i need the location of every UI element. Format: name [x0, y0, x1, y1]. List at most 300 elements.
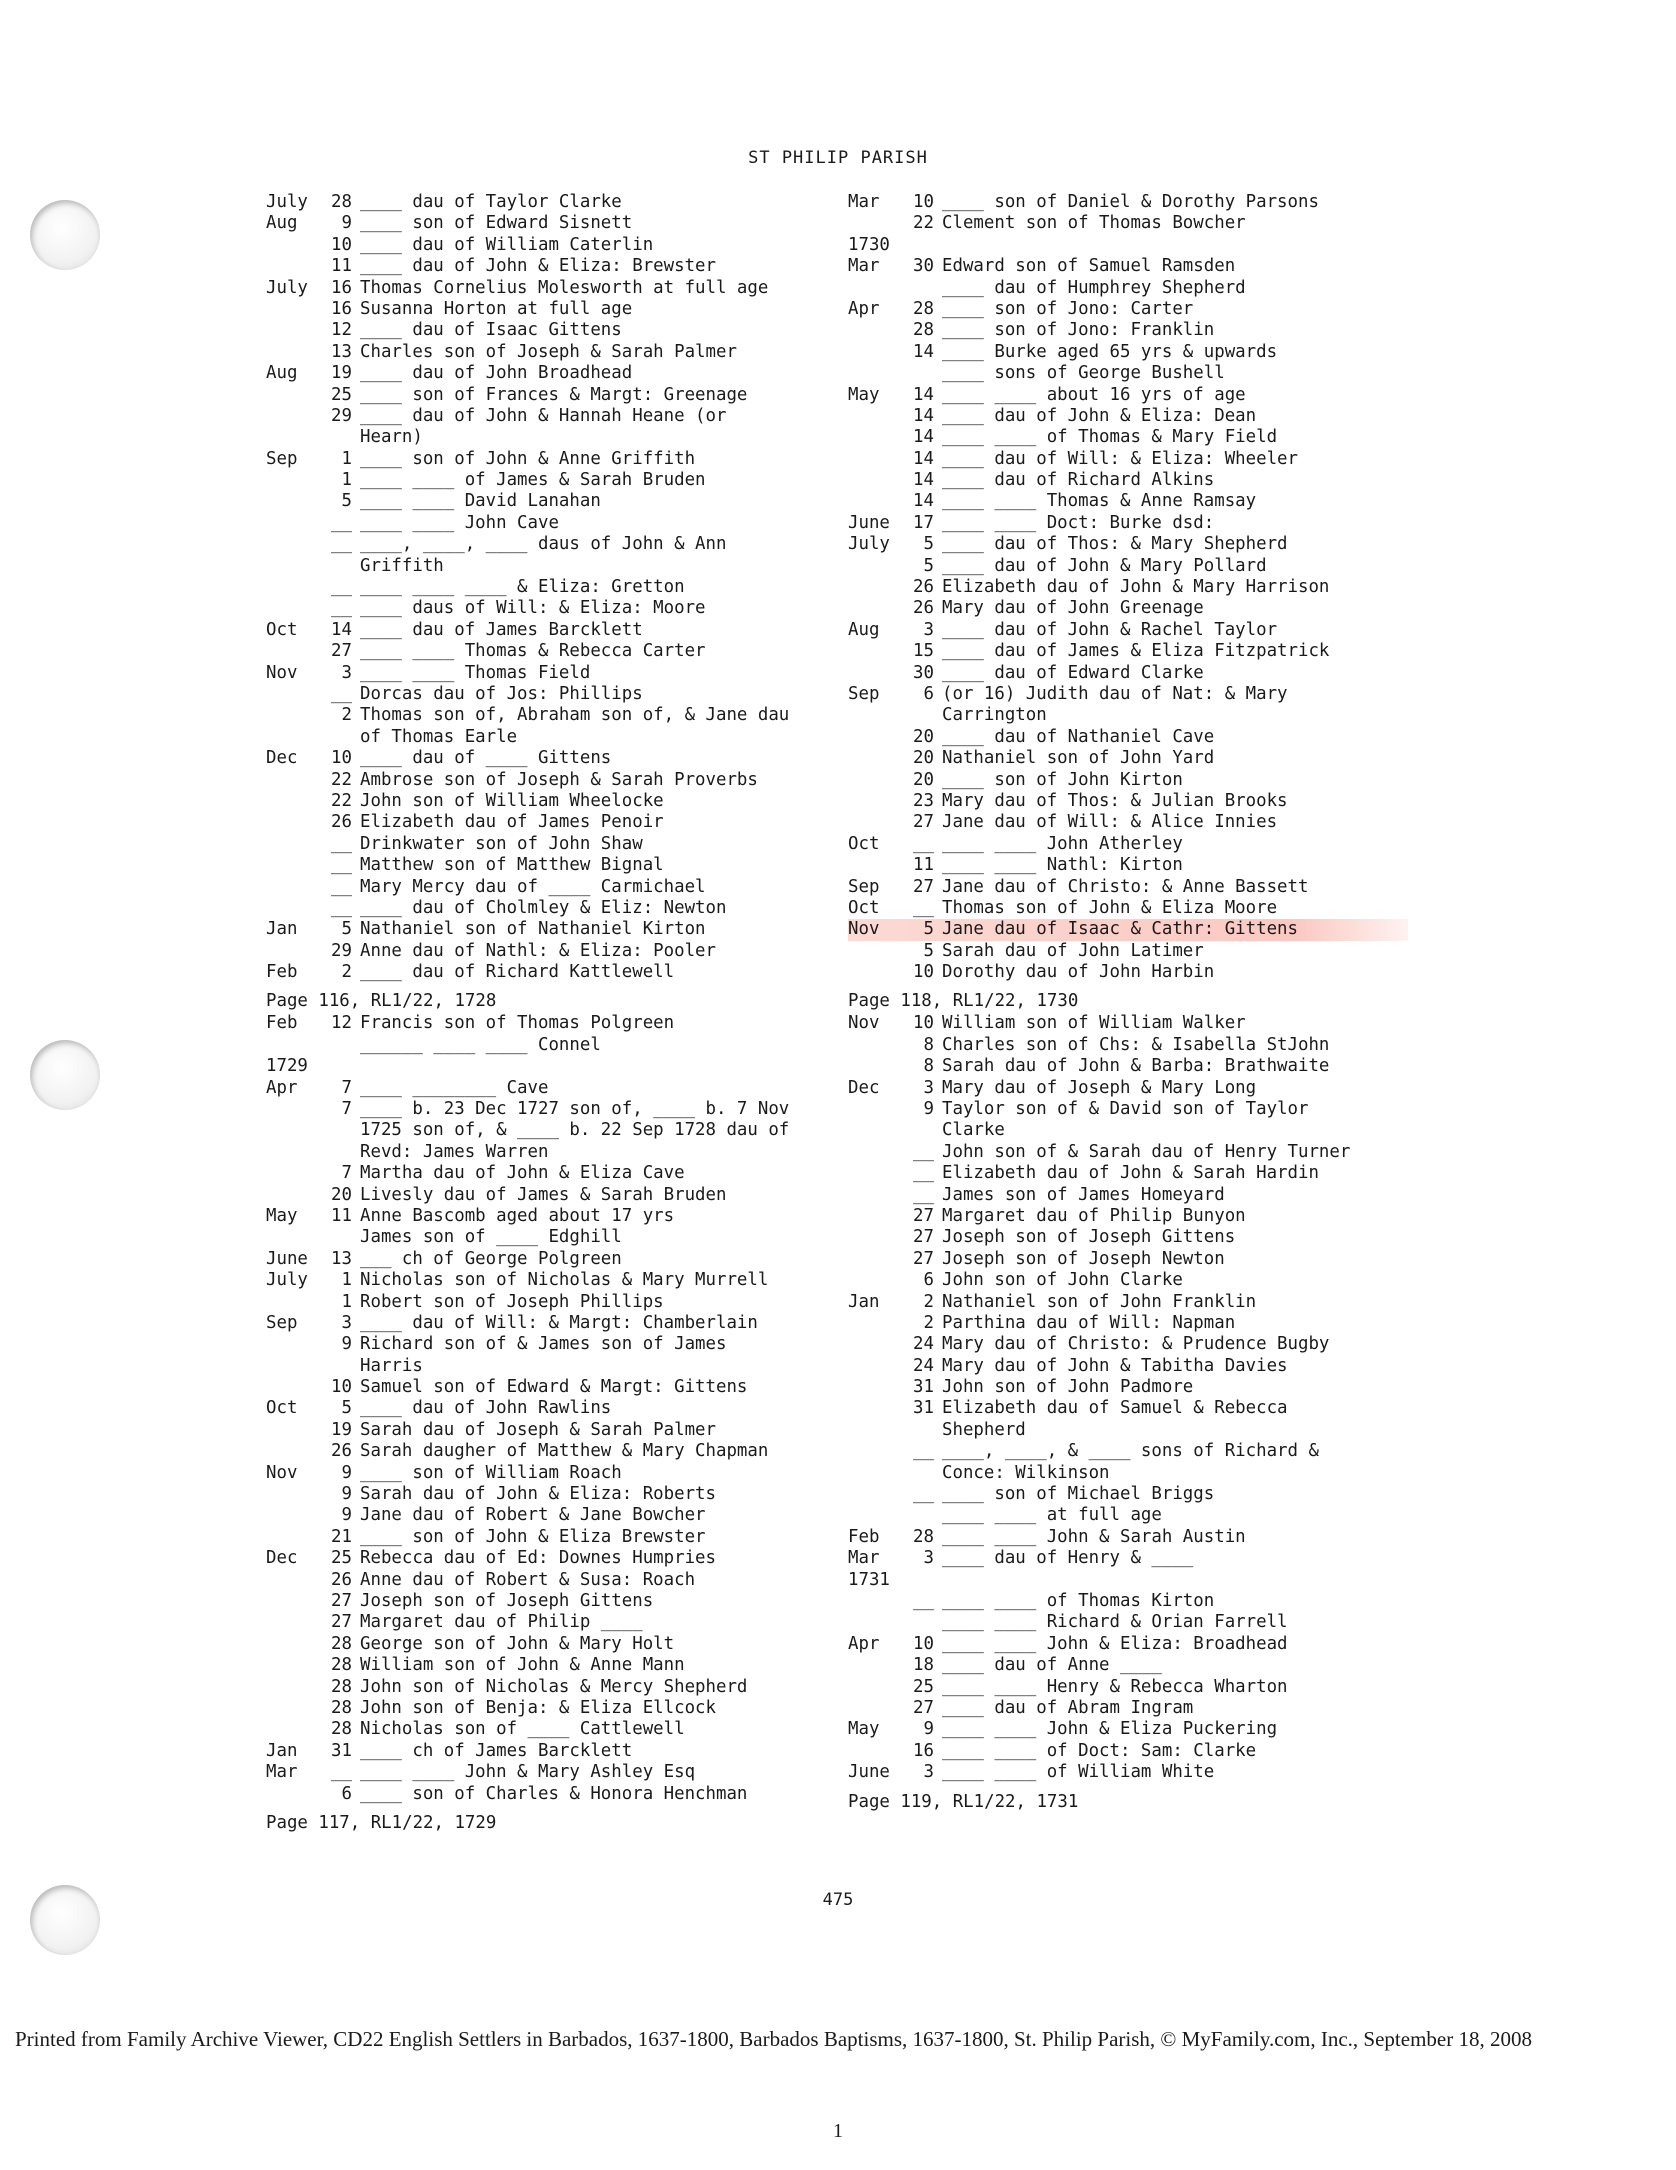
entry-month [848, 427, 900, 448]
entry-month [266, 1570, 318, 1591]
register-entry [848, 256, 1408, 277]
entry-month: 1729 [266, 1056, 308, 1077]
entry-text: Anne dau of Robert & Susa: Roach [360, 1569, 696, 1590]
register-entry [266, 406, 836, 427]
entry-month: Oct [266, 1398, 298, 1419]
register-entry [848, 1313, 1408, 1334]
register-entry [266, 1570, 836, 1591]
entry-day [318, 1356, 360, 1377]
entry-month [266, 1634, 318, 1655]
entry-day: 23 [913, 790, 934, 811]
entry-day: 27 [331, 1612, 352, 1633]
entry-month [848, 342, 900, 363]
entry-text: ____ dau of ____ Gittens [360, 748, 612, 769]
register-entry [848, 641, 1408, 662]
entry-month: Aug [848, 619, 880, 640]
entry-text: 1725 son of, & ____ b. 22 Sep 1728 dau of [360, 1120, 790, 1141]
entry-month [266, 1420, 318, 1441]
register-entry [266, 727, 836, 748]
register-entry [848, 1655, 1408, 1676]
register-entry [848, 534, 1408, 555]
entry-day: 29 [331, 405, 352, 426]
entry-day: 7 [341, 1099, 352, 1120]
entry-month [266, 791, 318, 812]
entry-day: 19 [331, 363, 352, 384]
entry-day [900, 1120, 942, 1141]
register-entry [848, 1677, 1408, 1698]
entry-text: ____ dau of Thos: & Mary Shepherd [942, 534, 1288, 555]
entry-text: Elizabeth dau of James Penoir [360, 812, 664, 833]
entry-text: ____ dau of Edward Clarke [942, 662, 1204, 683]
register-entry [848, 791, 1408, 812]
entry-text: ____ dau of John & Hannah Heane (or [360, 405, 727, 426]
entry-month [266, 598, 318, 619]
entry-day: 3 [341, 1312, 352, 1333]
entry-day: 10 [913, 1633, 934, 1654]
entry-day: __ [913, 1163, 934, 1184]
entry-month [266, 812, 318, 833]
entry-day: 29 [331, 940, 352, 961]
register-entry [848, 1463, 1408, 1484]
entry-month: Nov [848, 1013, 880, 1034]
entry-month [848, 1741, 900, 1762]
entry-text: Edward son of Samuel Ramsden [942, 256, 1236, 277]
entry-month [848, 1441, 900, 1462]
entry-day: 28 [913, 298, 934, 319]
register-entry [848, 320, 1408, 341]
register-entry [266, 256, 836, 277]
right-column [848, 192, 1408, 1814]
entry-month [848, 1227, 900, 1248]
entry-text: Nathaniel son of Nathaniel Kirton [360, 919, 706, 940]
register-entry [266, 1142, 836, 1163]
entry-text: ____ son of Frances & Margt: Greenage [360, 384, 748, 405]
register-entry [266, 1163, 836, 1184]
register-entry [266, 1270, 836, 1291]
entry-text: ____ dau of John & Mary Pollard [942, 555, 1267, 576]
entry-text: Mary dau of Joseph & Mary Long [942, 1077, 1257, 1098]
entry-text: Matthew son of Matthew Bignal [360, 855, 664, 876]
entry-text: Revd: James Warren [360, 1141, 549, 1162]
entry-day: __ [913, 1141, 934, 1162]
entry-text: Jane dau of Isaac & Cathr: Gittens [942, 919, 1298, 940]
entry-month: Sep [848, 683, 880, 704]
entry-month [848, 1505, 900, 1526]
entry-day: 9 [923, 1099, 934, 1120]
register-entry [266, 598, 836, 619]
entry-text: Harris [360, 1355, 423, 1376]
sheet-number: 1 [833, 2120, 843, 2142]
entry-month: Nov [266, 1462, 298, 1483]
entry-day: 25 [331, 1548, 352, 1569]
entry-text: Francis son of Thomas Polgreen [360, 1013, 675, 1034]
entry-text: of Thomas Earle [360, 726, 518, 747]
register-entry [266, 1741, 836, 1762]
entry-text: Parthina dau of Will: Napman [942, 1312, 1236, 1333]
register-entry [848, 1334, 1408, 1355]
entry-month [266, 491, 318, 512]
register-entry [848, 877, 1408, 898]
register-entry [266, 1441, 836, 1462]
entry-day: 5 [923, 940, 934, 961]
entry-month: 1731 [848, 1569, 890, 1590]
entry-day: 27 [331, 1591, 352, 1611]
entry-month [266, 534, 318, 555]
entry-day: 22 [913, 213, 934, 234]
entry-text: John son of John Clarke [942, 1270, 1183, 1291]
entry-text: John son of John Padmore [942, 1377, 1194, 1398]
entry-day: 19 [331, 1419, 352, 1440]
entry-day [900, 278, 942, 299]
entry-month: Nov [848, 919, 880, 940]
entry-day: 5 [341, 919, 352, 940]
register-entry [848, 684, 1408, 705]
entry-text: ____ dau of William Caterlin [360, 234, 654, 255]
register-entry [266, 449, 836, 470]
entry-text: ____ dau of Taylor Clarke [360, 192, 622, 212]
register-entry [848, 1035, 1408, 1056]
register-entry [848, 449, 1408, 470]
entry-text: Mary dau of John Greenage [942, 598, 1204, 619]
entry-day: 31 [913, 1398, 934, 1419]
register-entry [266, 1505, 836, 1526]
entry-month [266, 1655, 318, 1676]
register-entry [848, 470, 1408, 491]
entry-month [848, 1270, 900, 1291]
entry-text: ____ son of Jono: Franklin [942, 320, 1215, 341]
entry-day [318, 556, 360, 577]
entry-month: Oct [848, 833, 880, 854]
register-entry [848, 1227, 1408, 1248]
entry-month [848, 663, 900, 684]
entry-month: July [266, 277, 308, 298]
entry-day [900, 1570, 942, 1591]
entry-text: (or 16) Judith dau of Nat: & Mary [942, 683, 1288, 704]
register-entry [848, 1056, 1408, 1077]
register-entry [266, 791, 836, 812]
register-entry [266, 1719, 836, 1740]
binder-hole [30, 200, 100, 270]
entry-day: 14 [913, 448, 934, 469]
register-entry [266, 919, 836, 940]
entry-day: 2 [923, 1291, 934, 1312]
register-entry [848, 1698, 1408, 1719]
register-entry [266, 1548, 836, 1569]
register-entry [266, 577, 836, 598]
register-entry [266, 470, 836, 491]
register-entry [266, 1035, 836, 1056]
entry-day [318, 427, 360, 448]
entry-month: May [266, 1205, 298, 1226]
entry-text: ____ dau of Will: & Margt: Chamberlain [360, 1312, 758, 1333]
entry-month [848, 748, 900, 769]
entry-day: 1 [341, 1270, 352, 1291]
entry-month [848, 705, 900, 726]
entry-text: John son of Nicholas & Mercy Shepherd [360, 1676, 748, 1697]
register-entry [848, 213, 1408, 234]
register-entry [266, 513, 836, 534]
entry-text: ____ dau of Cholmley & Eliz: Newton [360, 897, 727, 918]
entry-month: 1730 [848, 234, 890, 255]
entry-day: __ [331, 1762, 352, 1783]
page-reference: Page 117, RL1/22, 1729 [266, 1812, 497, 1833]
register-entry [848, 1634, 1408, 1655]
entry-text: Mary Mercy dau of ____ Carmichael [360, 876, 706, 897]
register-entry [266, 1677, 836, 1698]
entry-text: Anne Bascomb aged about 17 yrs [360, 1205, 675, 1226]
entry-day: 9 [341, 1505, 352, 1526]
entry-month [266, 834, 318, 855]
entry-month [848, 406, 900, 427]
left-column [266, 192, 836, 1835]
register-entry [848, 1377, 1408, 1398]
entry-month [266, 577, 318, 598]
entry-day: 12 [331, 320, 352, 341]
entry-month [848, 1420, 900, 1441]
entry-day: 14 [913, 405, 934, 426]
entry-text: James son of James Homeyard [942, 1184, 1225, 1205]
register-entry [848, 941, 1408, 962]
entry-month [266, 1292, 318, 1313]
register-entry [848, 770, 1408, 791]
entry-text: Charles son of Chs: & Isabella StJohn [942, 1034, 1330, 1055]
register-entry [266, 427, 836, 448]
entry-month [848, 449, 900, 470]
entry-day [318, 1142, 360, 1163]
entry-day: __ [331, 876, 352, 897]
entry-month [266, 299, 318, 320]
entry-day: 2 [341, 705, 352, 726]
entry-month [266, 877, 318, 898]
entry-day: __ [331, 855, 352, 876]
register-block-1728 [266, 192, 836, 983]
register-entry [848, 1185, 1408, 1206]
entry-text: John son of William Wheelocke [360, 790, 664, 811]
entry-month [848, 962, 900, 983]
entry-text: Margaret dau of Philip ____ [360, 1612, 643, 1633]
register-entry [266, 1334, 836, 1355]
entry-day: 14 [913, 470, 934, 491]
register-entry [848, 1292, 1408, 1313]
entry-text: ____ son of Edward Sisnett [360, 213, 633, 234]
print-footer: Printed from Family Archive Viewer, CD22 English Settlers in Barbados, 1637-1800, Barbados Baptisms, 1637-1800, St. Philip Parish, © MyFamily.com, Inc., September 18, 2008 [15, 2027, 1532, 2051]
entry-month [848, 1334, 900, 1355]
register-entry [266, 1292, 836, 1313]
entry-text: Sarah daugher of Matthew & Mary Chapman [360, 1441, 769, 1462]
entry-day: __ [331, 683, 352, 704]
entry-day: 7 [341, 1163, 352, 1184]
entry-month: Mar [848, 1548, 880, 1569]
register-entry [266, 941, 836, 962]
entry-text: Dorcas dau of Jos: Phillips [360, 683, 643, 704]
entry-text: ____ ____ Thomas Field [360, 662, 591, 683]
entry-text: Rebecca dau of Ed: Downes Humpries [360, 1548, 716, 1569]
entry-day: 9 [923, 1719, 934, 1740]
entry-text: William son of John & Anne Mann [360, 1655, 685, 1676]
entry-month [266, 427, 318, 448]
entry-day: 26 [331, 812, 352, 833]
register-entry [848, 898, 1408, 919]
entry-text: ______ ____ ____ Connel [360, 1034, 601, 1055]
entry-text: Nathaniel son of John Franklin [942, 1291, 1257, 1312]
register-entry [266, 1056, 836, 1077]
entry-day [318, 727, 360, 748]
register-entry [266, 834, 836, 855]
entry-day: __ [913, 1184, 934, 1205]
register-entry [848, 1120, 1408, 1141]
entry-day: 18 [913, 1655, 934, 1676]
entry-text: ____ ____ of Thomas & Mary Field [942, 427, 1278, 448]
entry-month [848, 577, 900, 598]
register-entry [848, 1612, 1408, 1633]
entry-text: ____ dau of Will: & Eliza: Wheeler [942, 448, 1298, 469]
register-entry [848, 962, 1408, 983]
entry-month [848, 1463, 900, 1484]
entry-text: ____ son of John & Eliza Brewster [360, 1526, 706, 1547]
entry-text: Thomas Cornelius Molesworth at full age [360, 277, 769, 298]
entry-day: 27 [913, 812, 934, 833]
entry-text: Mary dau of Thos: & Julian Brooks [942, 790, 1288, 811]
register-entry [266, 1591, 836, 1612]
entry-day: 28 [331, 1655, 352, 1676]
entry-day: __ [331, 512, 352, 533]
entry-month: Feb [266, 1013, 298, 1034]
register-entry [266, 385, 836, 406]
entry-month [266, 320, 318, 341]
entry-text: ____ son of Michael Briggs [942, 1484, 1215, 1505]
register-entry [848, 192, 1408, 213]
entry-day: 1 [341, 1291, 352, 1312]
register-entry [848, 385, 1408, 406]
entry-day: __ [913, 833, 934, 854]
entry-day: __ [331, 577, 352, 598]
entry-day [900, 363, 942, 384]
entry-day: 30 [913, 256, 934, 277]
entry-day [900, 1420, 942, 1441]
entry-day: 26 [913, 598, 934, 619]
entry-text: ____ ____ John & Sarah Austin [942, 1526, 1246, 1547]
entry-day: 2 [341, 962, 352, 983]
register-entry [848, 513, 1408, 534]
entry-month [848, 278, 900, 299]
entry-month: Feb [848, 1526, 880, 1547]
entry-day: 13 [331, 1248, 352, 1269]
register-entry [266, 898, 836, 919]
entry-text: Livesly dau of James & Sarah Bruden [360, 1184, 727, 1205]
entry-day: __ [331, 534, 352, 555]
entry-month [848, 1056, 900, 1077]
entry-text: ____ ____ John & Eliza Puckering [942, 1719, 1278, 1740]
entry-month [266, 1719, 318, 1740]
entry-text: Jane dau of Will: & Alice Innies [942, 812, 1278, 833]
entry-month [848, 491, 900, 512]
entry-month [266, 1784, 318, 1805]
entry-day: 27 [913, 1205, 934, 1226]
entry-month [266, 727, 318, 748]
entry-day: 14 [913, 341, 934, 362]
entry-day: 20 [331, 1184, 352, 1205]
entry-month: June [848, 512, 890, 533]
register-entry [848, 427, 1408, 448]
register-entry [266, 1078, 836, 1099]
entry-day: 15 [913, 641, 934, 662]
register-block-1731 [848, 1013, 1408, 1783]
entry-day: 9 [341, 1462, 352, 1483]
entry-text: Robert son of Joseph Phillips [360, 1291, 664, 1312]
entry-day: 3 [923, 1548, 934, 1569]
entry-text [942, 1570, 1408, 1591]
entry-text: ____ ____ Thomas & Anne Ramsay [942, 491, 1257, 512]
entry-month: July [266, 192, 308, 212]
entry-text: ____ ____ of Thomas Kirton [942, 1591, 1215, 1611]
entry-text: ____ sons of George Bushell [942, 363, 1225, 384]
entry-month: Dec [266, 748, 298, 769]
entry-day: 6 [341, 1783, 352, 1804]
entry-month [848, 941, 900, 962]
register-entry [848, 1741, 1408, 1762]
entry-text: ____ b. 23 Dec 1727 son of, ____ b. 7 Nov [360, 1099, 790, 1120]
register-entry [266, 1185, 836, 1206]
entry-text: Nathaniel son of John Yard [942, 748, 1215, 769]
entry-day: 1 [341, 448, 352, 469]
entry-text: John son of Benja: & Eliza Ellcock [360, 1697, 716, 1718]
entry-day: 5 [341, 491, 352, 512]
entry-month [848, 213, 900, 234]
entry-month [266, 1377, 318, 1398]
entry-text: George son of John & Mary Holt [360, 1633, 675, 1654]
entry-day: 20 [913, 726, 934, 747]
entry-day: 17 [913, 512, 934, 533]
entry-day: 28 [331, 1719, 352, 1740]
entry-text: ____ son of John Kirton [942, 769, 1183, 790]
entry-text: Nicholas son of ____ Cattlewell [360, 1719, 685, 1740]
entry-month [848, 1591, 900, 1612]
entry-month: June [266, 1248, 308, 1269]
entry-day: 21 [331, 1526, 352, 1547]
entry-month: Sep [266, 448, 298, 469]
entry-month [266, 235, 318, 256]
entry-month [848, 1185, 900, 1206]
entry-text: Charles son of Joseph & Sarah Palmer [360, 341, 737, 362]
register-entry [848, 1762, 1408, 1783]
entry-text: Clement son of Thomas Bowcher [942, 213, 1246, 234]
entry-text: ____ dau of Richard Kattlewell [360, 962, 675, 983]
entry-month [266, 770, 318, 791]
page-reference: Page 118, RL1/22, 1730 [848, 991, 1079, 1012]
entry-month [266, 941, 318, 962]
register-entry [266, 1463, 836, 1484]
entry-month [266, 556, 318, 577]
register-entry [266, 320, 836, 341]
register-entry [848, 491, 1408, 512]
entry-month: Apr [848, 298, 880, 319]
entry-text: Mary dau of John & Tabitha Davies [942, 1355, 1288, 1376]
entry-month: Oct [266, 619, 298, 640]
entry-month: Dec [848, 1077, 880, 1098]
register-entry [848, 663, 1408, 684]
entry-month [848, 1035, 900, 1056]
register-entry [848, 834, 1408, 855]
entry-day: 10 [913, 1013, 934, 1034]
register-entry [848, 1570, 1408, 1591]
register-entry [266, 770, 836, 791]
register-entry [266, 620, 836, 641]
entry-text: Nicholas son of Nicholas & Mary Murrell [360, 1270, 769, 1291]
entry-text: ____ dau of Humphrey Shepherd [942, 277, 1246, 298]
register-entry [848, 855, 1408, 876]
entry-day: 16 [331, 298, 352, 319]
entry-text: Martha dau of John & Eliza Cave [360, 1163, 685, 1184]
